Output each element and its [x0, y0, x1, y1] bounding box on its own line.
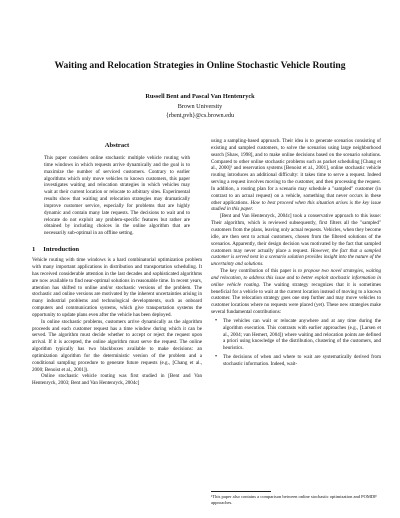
right-paragraph-2-emphasis: However, the fact that a sampled customer is served next in a scenario solution provides insight into the nature of the uncertainty and solutions.: [211, 247, 381, 268]
footnote: ¹This paper also contains a comparison between online stochastic optimization and POMDP approaches.: [211, 494, 377, 505]
right-paragraph-1-text: using a sampling-based approach. Their idea is to generate scenarios consisting of existing and sampled customers, to solve the scenarios using large neighborhood search [Shaw, 1998], and to make online decisions based on the scenario solutions. Compared to other online stochastic problems such as packet scheduling [Chang et al., 2000]¹ and reservation systems [Benoist et al., 2001], online stochastic vehicle routing introduces an additional difficulty: it takes time to serve a request. Indeed serving a request involves moving to the customer, and then processing the request. In addition, a routing plan for a scenario may schedule a "sampled" customer (in contrast to an actual request) on a vehicle, something that never occurs in these other applications.: [211, 138, 381, 206]
left-column: [32, 138, 202, 387]
right-paragraph-1-emphasis: How to best proceed when this situation arises is the key issue studied in this paper.: [211, 199, 381, 213]
abstract-heading: Abstract: [104, 142, 130, 149]
author-affiliation: Brown University: [177, 103, 223, 110]
right-paragraph-3: [211, 268, 381, 316]
right-paragraph-2: [211, 213, 381, 268]
intro-paragraph-2: In online stochastic problems, customers arrive dynamically as the algorithm proceeds and each customer request has a time window during which it can be served. The algorithm must decide whether to accept or reject the request upon arrival. If it is accepted, the online algorithm must serve the request. The online algorithm typically has two blackboxes available to make decisions: an optimization algorithm for the deterministic version of the problem and a conditional sampling procedure to generate future requests (e.g., [Chang et al., 2000; Benoist et al., 2001]).: [32, 318, 202, 373]
abstract-text: This paper considers online stochastic multiple vehicle routing with time windows in which requests arrive dynamically and the goal is to maximize the number of serviced customers. Contrary to earlier algorithms which only move vehicles to known customers, this paper investigates waiting and relocation strategies in which vehicles may wait at their current location or relocate to arbitrary sites. Experimental results show that waiting and relocation strategies may dramatically improve customer service, especially for problems that are highly dynamic and contain many late requests. The decisions to wait and to relocate do not exploit any problem-specific features but rather are obtained by including choices in the online algorithm that are necessarily sub-optimal in an offline setting.: [44, 155, 190, 237]
bullet-icon: •: [215, 317, 218, 324]
list-item-text: The vehicles can wait or relocate anywhere and at any time during the algorithm execution. This contrasts with earlier approaches (e.g., [Larsen et al., 2004; van Hemert, 2004]) where waiting and relocation points are defined a priori using knowledge of the distribution, clustering of the customers, and heuristics.: [223, 317, 381, 352]
section-number: 1: [32, 246, 36, 254]
list-item-text: The decisions of when and where to wait are systematically derived from stochastic information. Indeed, wait-: [223, 354, 381, 367]
right-column: [211, 138, 381, 370]
paper-title: Waiting and Relocation Strategies in Online Stochastic Vehicle Routing: [54, 60, 346, 71]
intro-paragraph-1: Vehicle routing with time windows is a hard combinatorial optimization problem with many important applications in distribution and transportation scheduling. It has received considerable attention in the last decades and sophisticated algorithms are now available to find near-optimal solutions in reasonable time. In recent years, attention has shifted to online and/or stochastic versions of the problem. The stochastic and online versions are motivated by the inherent uncertainties arising in many industrial problems and technological developments, such as onboard computers and communication systems, which give transportation systems the opportunity to update plans even after the vehicle has been deployed.: [32, 257, 202, 318]
right-paragraph-3-emphasis: to propose two novel strategies, waiting and relocation, to address this issue and to better exploit stochastic information in online vehicle routing.: [211, 268, 382, 288]
intro-paragraph-3: Online stochastic vehicle routing was first studied in [Bent and Van Hentenryck, 2003; Bent and Van Hentenryck, 2004c]: [32, 373, 202, 387]
section-heading-introduction: [32, 246, 202, 253]
footnote-divider: [211, 491, 271, 492]
right-paragraph-2-text: [Bent and Van Hentenryck, 2004c] took a conservative approach to this issue: Their algorithm, which is reviewed subsequently, first filters all the "sampled" customers from the plans, leaving only actual requests. Vehicles, when they become idle, are then sent to actual customers, chosen from the filtered solutions of the scenarios. Apparently, their design decision was motivated by the fact that sampled customers may never actually place a request.: [211, 213, 381, 254]
right-paragraph-1: [211, 138, 381, 213]
right-paragraph-3-rest: The waiting strategy recognizes that it is sometimes beneficial for a vehicle to wait at the current location instead of moving to a known customer. The relocation strategy goes one step further and may move vehicles to customer locations where no requests were placed (yet). These new strategies make several fundamental contributions:: [211, 281, 381, 316]
list-item: [215, 317, 381, 352]
section-title: Introduction: [43, 246, 80, 254]
right-paragraph-3-lead: The key contribution of this paper is: [220, 268, 297, 275]
bullet-icon: •: [215, 354, 218, 361]
paper-authors: Russell Bent and Pascal Van Hentenryck: [145, 93, 255, 100]
contribution-list: [211, 318, 381, 368]
author-email: {rbent,pvh}@cs.brown.edu: [165, 112, 235, 119]
list-item: [215, 354, 381, 368]
